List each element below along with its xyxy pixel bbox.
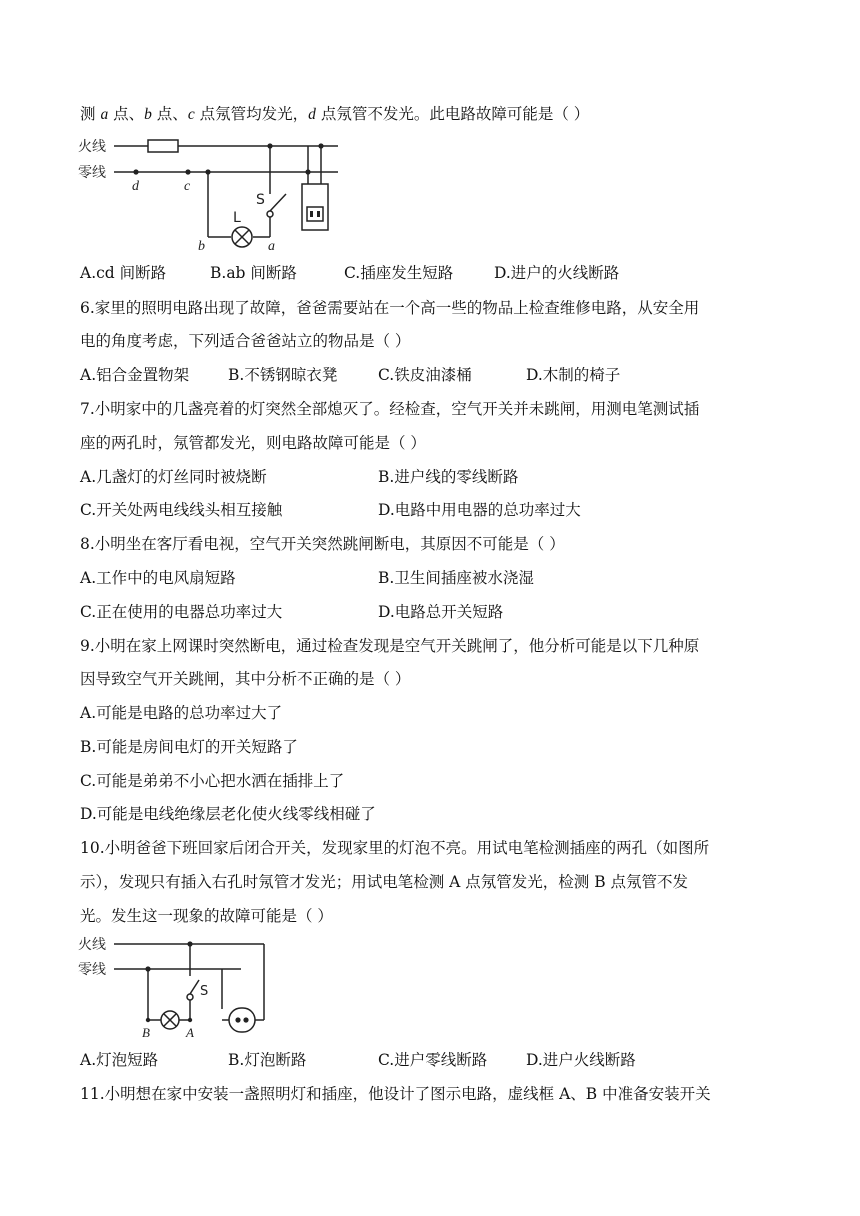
q7-option-b[interactable]: B.进户线的零线断路 [378,468,519,486]
q10-stem-line1: 10.小明爸爸下班回家后闭合开关，发现家里的灯泡不亮。用试电笔检测插座的两孔（如图所 [80,839,710,857]
q5-stem-tail [80,104,589,125]
q9-option-d[interactable]: D.可能是电线绝缘层老化使火线零线相碰了 [80,805,376,823]
q6-option-d[interactable]: D.木制的椅子 [526,366,621,384]
q9-option-b[interactable]: B.可能是房间电灯的开关短路了 [80,738,298,756]
q10-stem-line3: 光。发生这一现象的故障可能是（ ） [80,907,333,925]
q10-point-a: A [186,1025,194,1040]
q5-option-a[interactable]: A.cd 间断路 [80,264,167,282]
q5-point-c: c [184,179,191,194]
q9-stem-line1: 9.小明在家上网课时突然断电，通过检查发现是空气开关跳闸了，他分析可能是以下几种原 [80,637,700,655]
q5-option-c[interactable]: C.插座发生短路 [344,264,454,282]
q5-point-a: a [268,239,275,254]
q8-stem: 8.小明坐在客厅看电视，空气开关突然跳闸断电，其原因不可能是（ ） [80,535,565,553]
q8-option-d[interactable]: D.电路总开关短路 [378,603,504,621]
q6-stem-line1: 6.家里的照明电路出现了故障，爸爸需要站在一个高一些的物品上检查维修电路，从安全用 [80,299,700,317]
q7-option-d[interactable]: D.电路中用电器的总功率过大 [378,501,581,519]
q6-option-b[interactable]: B.不锈钢晾衣凳 [228,366,338,384]
q8-option-b[interactable]: B.卫生间插座被水浇湿 [378,569,534,587]
q5-var-c: c [187,106,195,123]
q5-neutral-label: 零线 [78,165,106,181]
q6-stem-line2: 电的角度考虑，下列适合爸爸站立的物品是（ ） [80,332,411,350]
q5-option-b[interactable]: B.ab 间断路 [210,264,297,282]
q5-lamp-label: L [233,210,241,226]
q6-option-a[interactable]: A.铝合金置物架 [80,366,190,384]
q5-var-a: a [100,106,109,123]
q5-text: 点氖管不发光。此电路故障可能是（ ） [315,105,590,123]
q10-stem-line2: 示），发现只有插入右孔时氖管才发光；用试电笔检测 A 点氖管发光，检测 B 点氖管不发 [80,873,689,891]
q10-option-d[interactable]: D.进户火线断路 [526,1051,636,1069]
q5-text: 点、 [108,105,145,123]
q5-text: 点、 [151,105,188,123]
q9-option-c[interactable]: C.可能是弟弟不小心把水洒在插排上了 [80,772,345,790]
q10-point-b: B [142,1025,150,1040]
q10-option-a[interactable]: A.灯泡短路 [80,1051,159,1069]
q9-option-a[interactable]: A.可能是电路的总功率过大了 [80,704,283,722]
q5-option-d[interactable]: D.进户的火线断路 [494,264,620,282]
q5-var-b: b [144,106,152,123]
q5-switch-label: S [256,192,265,208]
q5-live-label: 火线 [78,139,106,155]
q10-neutral-label: 零线 [78,962,106,978]
q5-point-b: b [198,239,205,254]
q6-option-c[interactable]: C.铁皮油漆桶 [378,366,472,384]
q10-option-c[interactable]: C.进户零线断路 [378,1051,488,1069]
q10-option-b[interactable]: B.灯泡断路 [228,1051,307,1069]
q9-stem-line2: 因导致空气开关跳闸，其中分析不正确的是（ ） [80,670,411,688]
q7-option-c[interactable]: C.开关处两电线线头相互接触 [80,501,283,519]
q10-switch-label: S [200,984,209,999]
q5-var-d: d [308,106,316,123]
q7-stem-line1: 7.小明家中的几盏亮着的灯突然全部熄灭了。经检查，空气开关并未跳闸，用测电笔测试插 [80,400,700,418]
q10-circuit-diagram [76,934,276,1042]
q8-option-c[interactable]: C.正在使用的电器总功率过大 [80,603,283,621]
q7-stem-line2: 座的两孔时，氖管都发光，则电路故障可能是（ ） [80,434,426,452]
q5-circuit-diagram [76,132,346,256]
q11-stem-line1: 11.小明想在家中安装一盏照明灯和插座，他设计了图示电路，虚线框 A、B 中准备安装开关 [80,1085,711,1103]
q7-option-a[interactable]: A.几盏灯的灯丝同时被烧断 [80,468,267,486]
q8-option-a[interactable]: A.工作中的电风扇短路 [80,569,236,587]
q10-live-label: 火线 [78,937,106,953]
q5-text: 测 [80,105,101,123]
q5-text: 点氖管均发光， [194,105,309,123]
q5-point-d: d [132,179,139,194]
